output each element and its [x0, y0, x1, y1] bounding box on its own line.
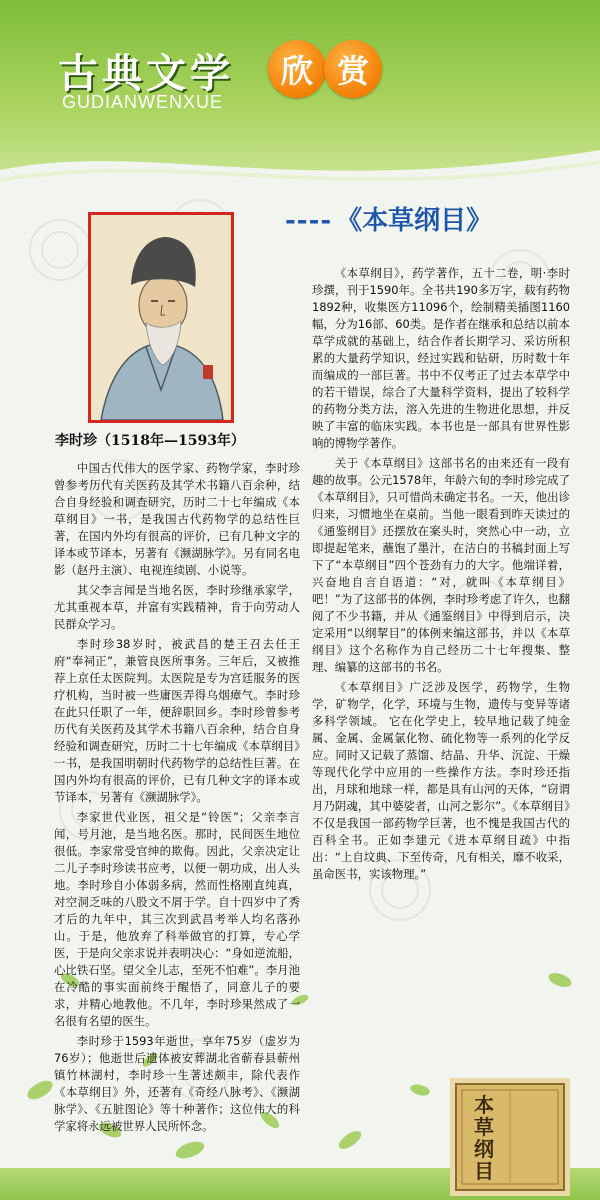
banner-char-circle: 赏 [324, 40, 382, 98]
section-title [285, 200, 492, 237]
paragraph: 其父李言闻是当地名医，李时珍继承家学，尤其重视本草，并富有实践精神，肯于向劳动人民群众学习。 [54, 583, 300, 631]
paragraph: 李家世代业医，祖父是“铃医”；父亲李言闻，号月池，是当地名医。那时，民间医生地位很低。李家常受官绅的欺侮。因此，父亲决定让二儿子李时珍读书应考，以便一朝功成，出人头地。李时珍自小体弱多病，然而性格刚直纯真，对空洞乏味的八股文不屑于学。自十四岁中了秀才后的九年中，其三次到武昌考举人均名落孙山。于是，他放弃了科举做官的打算，专心学医，于是向父亲求说并表明决心：“身如逆流船，心比铁石坚。望父全儿志，至死不怕难”。李月池在冷酷的事实面前终于醒悟了，同意儿子的要求，并精心地教他。不几年，李时珍果然成了一名很有名望的医生。 [54, 810, 300, 1028]
book-cover-image [450, 1078, 570, 1196]
paragraph: 李时珍38岁时，被武昌的楚王召去任王府“奉祠正”，兼管良医所事务。三年后，又被推荐上京任太医院判。太医院是专为宫廷服务的医疗机构，当时被一些庸医弄得乌烟瘴气。李时珍在此只任职了一年，便辞职回乡。李时珍曾参考历代有关医药及其学术书籍八百余种，结合自身经验和调查研究，历时二十七年编成《本草纲目》一书，是我国明朝时代药物学的总结性巨著。在国内外均有很高的评价，已有几种文字的译本或节译本，另著有《濒湖脉学》。 [54, 637, 300, 804]
left-text-column [54, 460, 300, 1138]
right-text-column [312, 265, 570, 886]
paragraph: 关于《本草纲目》这部书名的由来还有一段有趣的故事。公元1578年，年龄六旬的李时珍完成了《本草纲目》，只可惜尚未确定书名。一天，他出诊归来，习惯地坐在桌前。当他一眼看到昨天读过的《通鉴纲目》还摆放在案头时，突然心中一动，立即提起笔来，蘸饱了墨汁，在洁白的书稿封面上写下了“本草纲目”四个苍劲有力的大字。他端详着，兴奋地自言自语道：“对，就叫《本草纲目》吧！”为了这部书的体例，李时珍考虑了许久，也翻阅了不少书籍，并从《通鉴纲目》中得到启示，决定采用“以纲挈目”的体例来编这部书，并以《本草纲目》这个名称作为自己经历二十七年搜集、整理、编纂的这部书的书名。 [312, 456, 570, 674]
banner-char-circle: 欣 [268, 40, 326, 98]
paragraph: 李时珍于1593年逝世，享年75岁（虚岁为76岁）；他逝世后遗体被安葬湖北省蕲春县蕲州镇竹林湖村，李时珍一生著述颇丰，除代表作《本草纲目》外，还著有《奇经八脉考》、《濒湖脉学》、《五脏图论》等十种著作；这位伟大的科学家将永远被世界人民所怀念。 [54, 1034, 300, 1133]
paragraph: 《本草纲目》，药学著作，五十二卷，明·李时珍撰，刊于1590年。全书共190多万字，载有药物1892种，收集医方11096个，绘制精美插图1160幅，分为16部、60类。是作者在继承和总结以前本草学成就的基础上，结合作者长期学习、采访所积累的大量药学知识，经过实践和钻研，历时数十年而编成的一部巨著。书中不仅考正了过去本草学中的若干错误，综合了大量科学资料，提出了较科学的药物分类方法，溶入先进的生物进化思想，并反映了丰富的临床实践。本书也是一部具有世界性影响的博物学著作。 [312, 266, 570, 450]
banner-subtitle: GUDIANWENXUE [62, 92, 224, 112]
paragraph: 中国古代伟大的医学家、药物学家，李时珍曾参考历代有关医药及其学术书籍八百余种，结合自身经验和调查研究，历时二十七年编成《本草纲目》一书，是我国古代药物学的总结性巨著，在国内外均有很高的评价，已有几种文字的译本或节译本，另著有《濒湖脉学》。另有同名电影（赵丹主演）、电视连续剧、小说等。 [54, 461, 300, 577]
book-illustration [450, 1078, 570, 1196]
portrait-caption [55, 430, 295, 450]
paragraph: 《本草纲目》广泛涉及医学，药物学，生物学，矿物学，化学，环境与生物，遗传与变异等诸多科学领域。 它在化学史上，较早地记载了纯金属、金属、金属氯化物、硫化物等一系列的化学反应。同时又记载了蒸馏、结晶、升华、沉淀、干燥等现代化学中应用的一些操作方法。李时珍还指出，月球和地球一样，都是具有山河的天体，“窃谓月乃阴魂，其中婆娑者，山河之影尔”。《本草纲目》不仅是我国一部药物学巨著，也不愧是我国古代的百科全书。正如李建元《进本草纲目疏》中指出：“上自坟典、下至传奇，凡有相关，靡不收采，虽命医书，实该物理。” [312, 680, 570, 881]
header-wave-decoration [0, 130, 600, 190]
portrait-illustration [91, 215, 231, 420]
person-name: 李时珍 [55, 433, 97, 449]
person-years: （1518年—1593年） [97, 433, 245, 449]
portrait-frame [88, 212, 234, 423]
title-dashes: ---- [285, 206, 333, 236]
header-banner [0, 0, 600, 190]
banner-title: 古典文学 [58, 50, 234, 97]
book-cover-title: 本草纲目 [474, 1093, 494, 1183]
book-title: 《本草纲目》 [336, 206, 493, 236]
